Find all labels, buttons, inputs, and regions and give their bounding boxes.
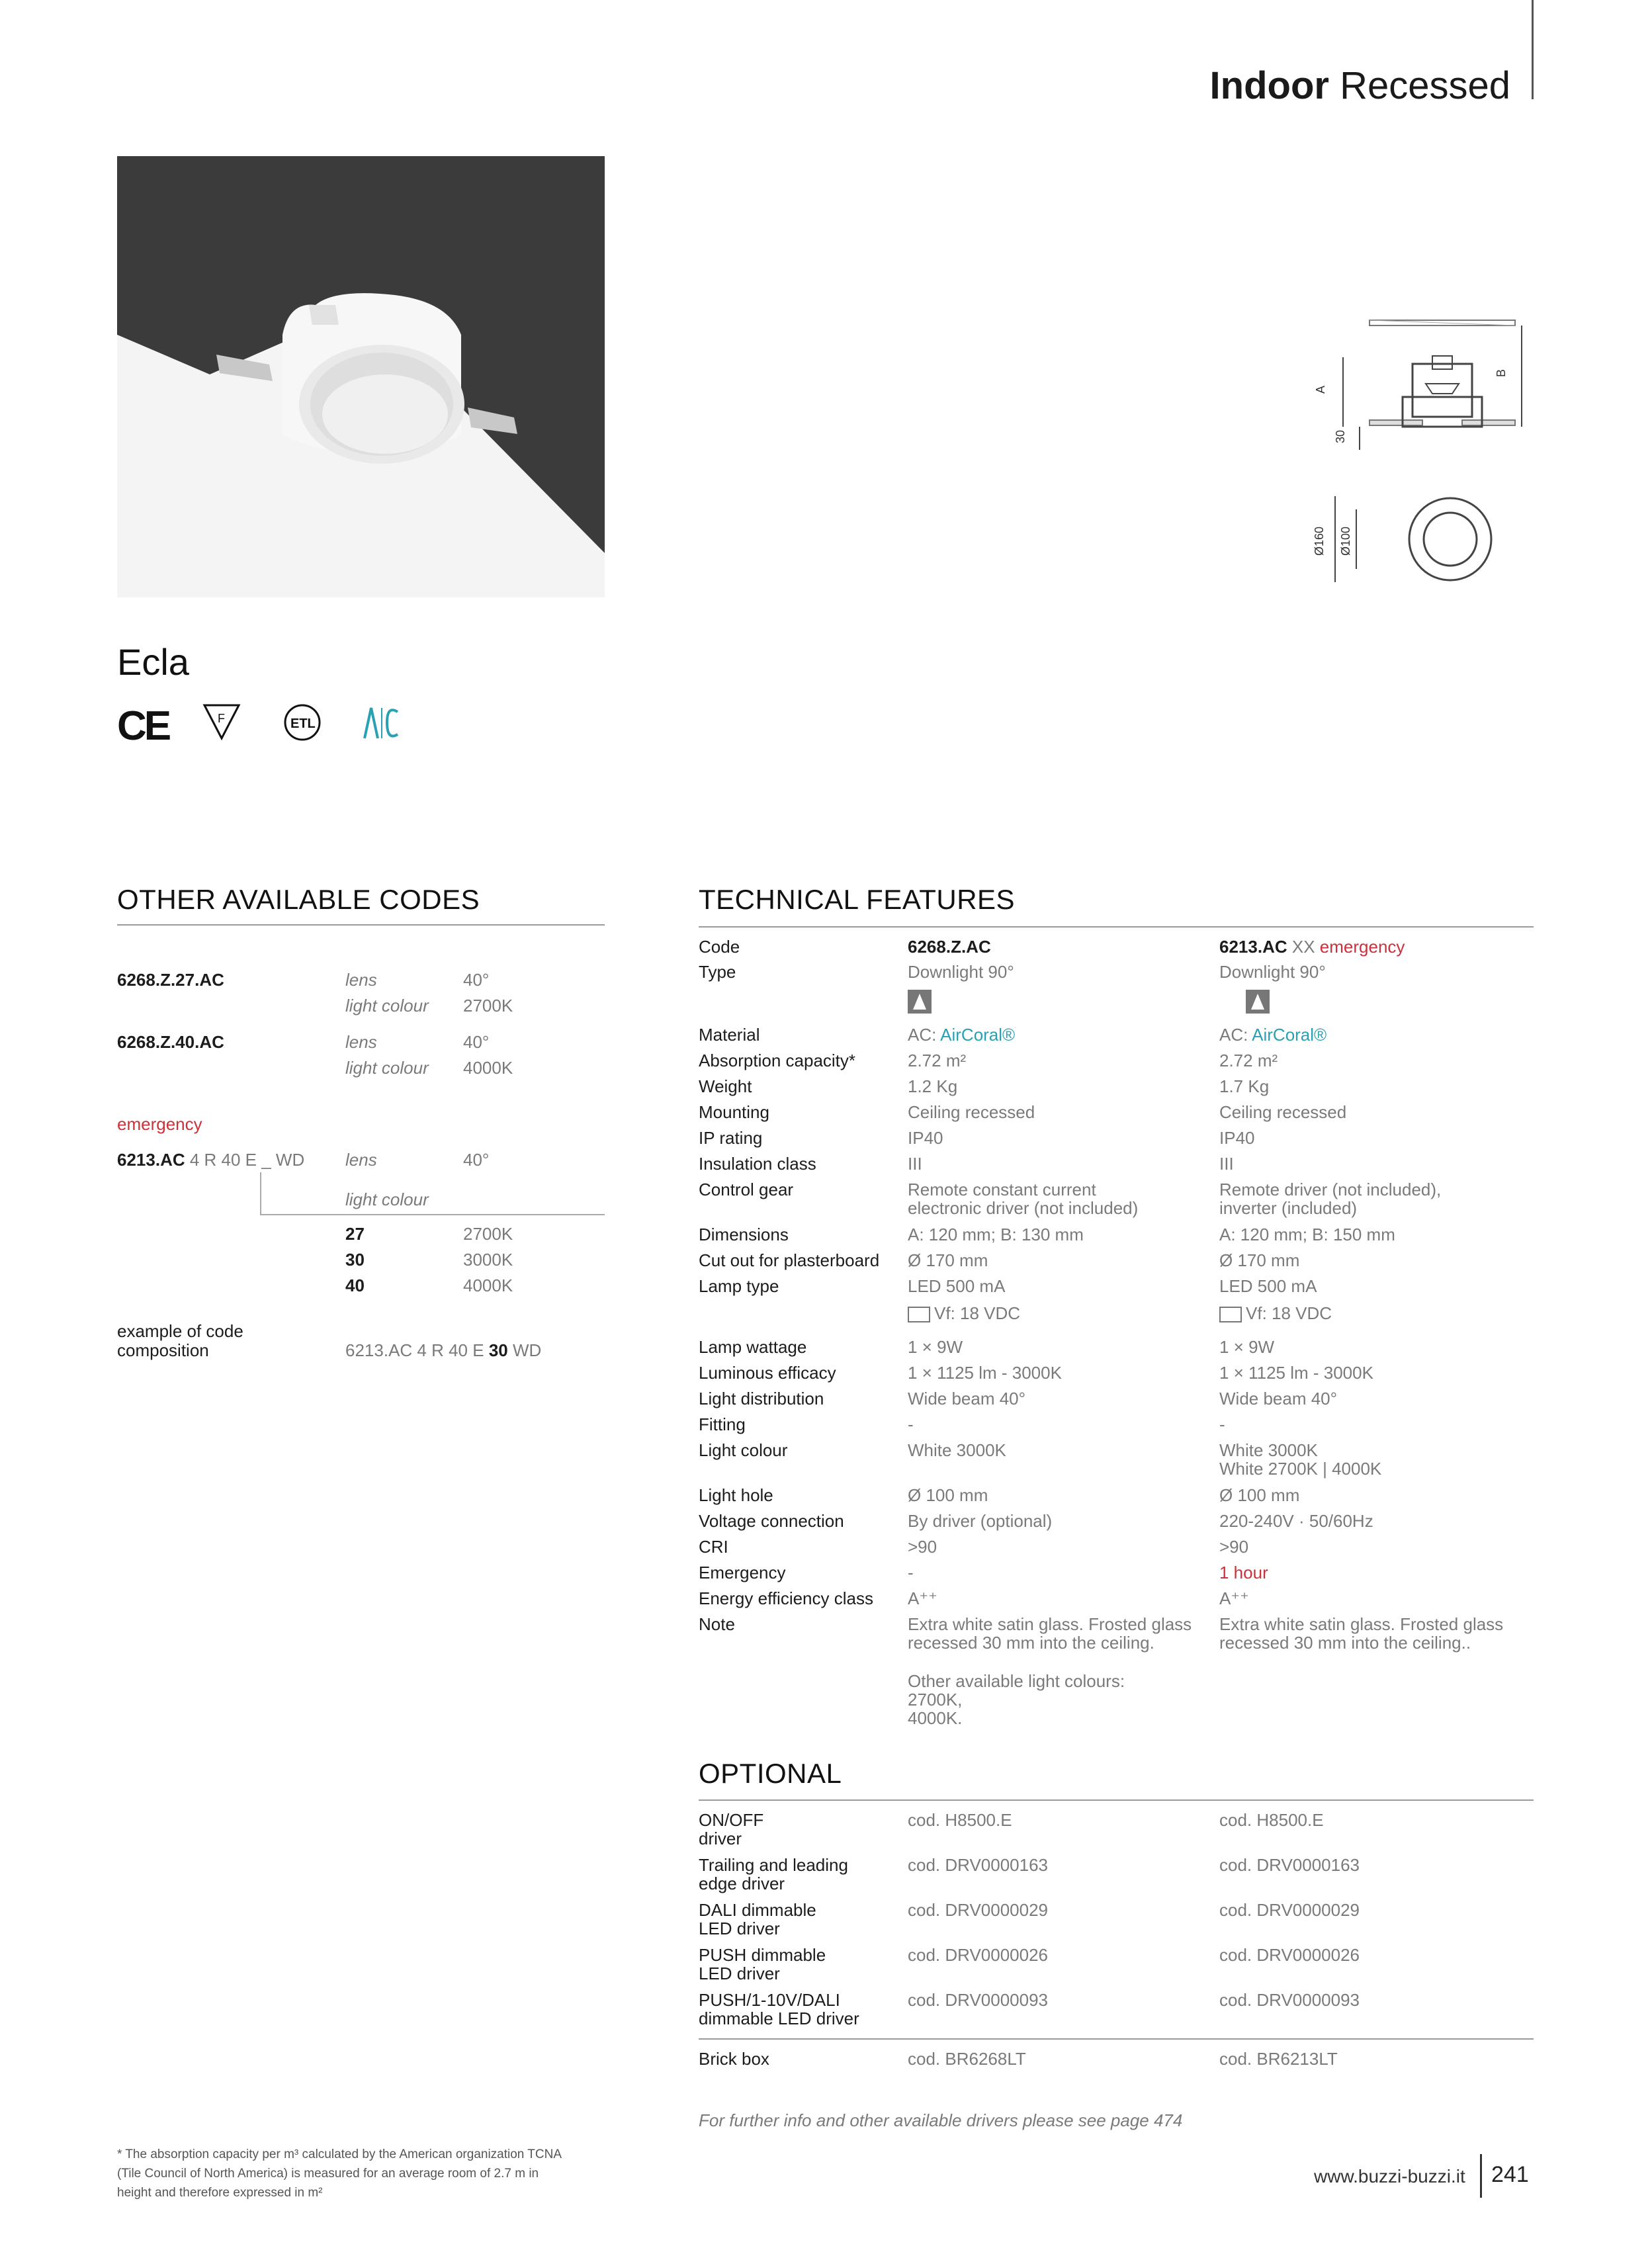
optional-c1: cod. DRV0000026 bbox=[908, 1945, 1049, 1965]
tech-row-c1: Ø 100 mm bbox=[908, 1485, 988, 1505]
code-2-colour-label: light colour bbox=[345, 1058, 429, 1078]
tech-row-c2: Ceiling recessed bbox=[1219, 1102, 1347, 1122]
tech-row-c1: III bbox=[908, 1154, 922, 1174]
optional-label-2: LED driver bbox=[699, 1919, 780, 1938]
code-1: 6268.Z.27.AC bbox=[117, 970, 224, 990]
dim-b: B bbox=[1495, 368, 1508, 377]
tech-row-c1: Wide beam 40° bbox=[908, 1389, 1026, 1408]
control-gear-label: Control gear bbox=[699, 1180, 794, 1199]
dim-d160: Ø160 bbox=[1313, 526, 1326, 556]
colour-key-27: 27 bbox=[345, 1224, 365, 1244]
control-gear-c1b: electronic driver (not included) bbox=[908, 1198, 1139, 1218]
tech-row-label: Light hole bbox=[699, 1485, 773, 1505]
tech-row-label: Cut out for plasterboard bbox=[699, 1250, 880, 1270]
brick-box-c2: cod. BR6213LT bbox=[1219, 2049, 1338, 2069]
led-driver-icon bbox=[908, 1307, 930, 1322]
colour-key-30: 30 bbox=[345, 1250, 365, 1270]
material-c1: AC: AirCoral® bbox=[908, 1025, 1016, 1045]
col2-code-em: emergency bbox=[1319, 937, 1405, 957]
tech-row-label: Dimensions bbox=[699, 1225, 789, 1244]
tech-row-c1: Ø 170 mm bbox=[908, 1250, 988, 1270]
col2-code-xx: XX bbox=[1291, 937, 1315, 957]
other-codes-title: OTHER AVAILABLE CODES bbox=[117, 884, 480, 915]
note-c2a: Extra white satin glass. Frosted glass bbox=[1219, 1614, 1504, 1634]
product-photo bbox=[117, 156, 605, 597]
page-number: 241 bbox=[1491, 2162, 1529, 2187]
led-driver-icon bbox=[1219, 1307, 1242, 1322]
example-code-a: 6213.AC 4 R 40 E bbox=[345, 1340, 484, 1360]
downlight-icon bbox=[908, 990, 932, 1014]
code-3-bracket-line bbox=[260, 1214, 605, 1215]
optional-bottom-rule bbox=[699, 2038, 1534, 2040]
optional-c2: cod. DRV0000093 bbox=[1219, 1990, 1360, 2010]
emergency-c1: - bbox=[908, 1563, 914, 1582]
tech-row-c1: IP40 bbox=[908, 1128, 943, 1148]
tech-row-c2: 1.7 Kg bbox=[1219, 1076, 1270, 1096]
tech-row-c2: Ø 100 mm bbox=[1219, 1485, 1300, 1505]
optional-c1: cod. DRV0000093 bbox=[908, 1990, 1049, 2010]
tech-row-c2: - bbox=[1219, 1414, 1225, 1434]
tech-row-label: Lamp wattage bbox=[699, 1337, 807, 1357]
tech-row-c2: 1 × 9W bbox=[1219, 1337, 1275, 1357]
type-c1: Downlight 90° bbox=[908, 962, 1014, 982]
optional-c2: cod. DRV0000026 bbox=[1219, 1945, 1360, 1965]
control-gear-c2b: inverter (included) bbox=[1219, 1198, 1358, 1218]
header-bold: Indoor bbox=[1209, 64, 1329, 107]
tech-row-c2: >90 bbox=[1219, 1537, 1249, 1557]
code-label: Code bbox=[699, 937, 740, 957]
energy-c2: A⁺⁺ bbox=[1219, 1588, 1249, 1608]
footnote bbox=[117, 2145, 562, 2202]
aircoral-mark-icon bbox=[361, 703, 400, 745]
tech-features-rule bbox=[699, 926, 1534, 928]
tech-row-c1: 1 × 9W bbox=[908, 1337, 963, 1357]
tech-row-c1: - bbox=[908, 1414, 914, 1434]
vf-c2: Vf: 18 VDC bbox=[1219, 1303, 1332, 1323]
colour-val-40: 4000K bbox=[463, 1276, 513, 1295]
ce-mark-icon: CE bbox=[117, 703, 169, 749]
light-colour-c1: White 3000K bbox=[908, 1440, 1006, 1460]
tech-row-c1: A: 120 mm; B: 130 mm bbox=[908, 1225, 1084, 1244]
tech-row-c2: A: 120 mm; B: 150 mm bbox=[1219, 1225, 1395, 1244]
colour-val-30: 3000K bbox=[463, 1250, 513, 1270]
header-light: Recessed bbox=[1340, 64, 1510, 107]
code-3-bold: 6213.AC bbox=[117, 1150, 185, 1170]
tech-row-label: Fitting bbox=[699, 1414, 746, 1434]
optional-label-1: DALI dimmable bbox=[699, 1900, 816, 1920]
example-code bbox=[345, 1340, 541, 1360]
tech-row-c1: >90 bbox=[908, 1537, 937, 1557]
tech-row-label: Lamp type bbox=[699, 1276, 779, 1296]
tech-row-label: Absorption capacity* bbox=[699, 1051, 856, 1070]
note-c1a: Extra white satin glass. Frosted glass bbox=[908, 1614, 1192, 1634]
note-label: Note bbox=[699, 1614, 735, 1634]
material-c2: AC: AirCoral® bbox=[1219, 1025, 1327, 1045]
tech-row-label: IP rating bbox=[699, 1128, 763, 1148]
energy-c1: A⁺⁺ bbox=[908, 1588, 937, 1608]
code-1-colour-label: light colour bbox=[345, 996, 429, 1016]
light-colour-c2b: White 2700K | 4000K bbox=[1219, 1459, 1382, 1479]
code-3 bbox=[117, 1150, 304, 1170]
note-c1c: Other available light colours: bbox=[908, 1671, 1125, 1691]
footnote-line-3: height and therefore expressed in m² bbox=[117, 2186, 323, 2200]
tech-row-c2: Ø 170 mm bbox=[1219, 1250, 1300, 1270]
product-name: Ecla bbox=[117, 641, 189, 683]
code-2: 6268.Z.40.AC bbox=[117, 1032, 224, 1052]
brick-box-c1: cod. BR6268LT bbox=[908, 2049, 1026, 2069]
dimension-diagram bbox=[1303, 311, 1548, 589]
downlight-icon bbox=[1246, 990, 1270, 1014]
tech-row-c2: 220-240V · 50/60Hz bbox=[1219, 1511, 1373, 1531]
code-1-lens-value: 40° bbox=[463, 970, 490, 990]
tech-row-c2: 2.72 m² bbox=[1219, 1051, 1278, 1070]
footnote-line-1: * The absorption capacity per m³ calculated by the American organization TCNA bbox=[117, 2147, 562, 2161]
optional-c2: cod. DRV0000029 bbox=[1219, 1900, 1360, 1920]
optional-rule bbox=[699, 1799, 1534, 1801]
optional-c1: cod. DRV0000163 bbox=[908, 1855, 1049, 1875]
energy-label: Energy efficiency class bbox=[699, 1588, 873, 1608]
footer-divider bbox=[1480, 2154, 1482, 2198]
tech-row-c1: 2.72 m² bbox=[908, 1051, 967, 1070]
tech-row-label: Luminous efficacy bbox=[699, 1363, 836, 1383]
tech-row-c1: LED 500 mA bbox=[908, 1276, 1006, 1296]
optional-label-1: ON/OFF bbox=[699, 1810, 764, 1830]
optional-label-2: dimmable LED driver bbox=[699, 2009, 859, 2028]
vf-c1: Vf: 18 VDC bbox=[908, 1303, 1020, 1323]
optional-c2: cod. H8500.E bbox=[1219, 1810, 1324, 1830]
header-divider bbox=[1532, 0, 1534, 99]
code-3-bracket bbox=[260, 1172, 261, 1215]
optional-label-1: Trailing and leading bbox=[699, 1855, 848, 1875]
note-c1b: recessed 30 mm into the ceiling. bbox=[908, 1633, 1154, 1653]
page-header bbox=[1210, 64, 1510, 108]
f-mark-icon bbox=[202, 703, 241, 742]
further-info-note: For further info and other available drivers please see page 474 bbox=[699, 2110, 1183, 2130]
tech-row-c1: Ceiling recessed bbox=[908, 1102, 1035, 1122]
optional-title: OPTIONAL bbox=[699, 1758, 842, 1789]
code-2-lens-value: 40° bbox=[463, 1032, 490, 1052]
dim-d100: Ø100 bbox=[1339, 526, 1352, 556]
emergency-label: Emergency bbox=[699, 1563, 786, 1582]
code-3-lens-label: lens bbox=[345, 1150, 377, 1170]
note-c2b: recessed 30 mm into the ceiling.. bbox=[1219, 1633, 1471, 1653]
etl-mark-icon bbox=[276, 703, 329, 745]
code-3-lens-value: 40° bbox=[463, 1150, 490, 1170]
tech-row-c2: 1 × 1125 lm - 3000K bbox=[1219, 1363, 1373, 1383]
brick-box-label: Brick box bbox=[699, 2049, 769, 2069]
tech-row-c2: IP40 bbox=[1219, 1128, 1255, 1148]
tech-row-label: Mounting bbox=[699, 1102, 769, 1122]
tech-row-c2: III bbox=[1219, 1154, 1234, 1174]
optional-label-1: PUSH/1-10V/DALI bbox=[699, 1990, 840, 2010]
code-3-rest: 4 R 40 E _ WD bbox=[189, 1150, 305, 1170]
svg-text:F: F bbox=[218, 712, 225, 725]
other-codes-rule bbox=[117, 924, 605, 926]
optional-label-2: driver bbox=[699, 1829, 742, 1848]
tech-row-label: Weight bbox=[699, 1076, 752, 1096]
tech-row-label: Insulation class bbox=[699, 1154, 816, 1174]
tech-row-c2: LED 500 mA bbox=[1219, 1276, 1317, 1296]
col2-code-bold: 6213.AC bbox=[1219, 937, 1287, 957]
svg-text:ETL: ETL bbox=[290, 716, 316, 731]
footnote-line-2: (Tile Council of North America) is measured for an average room of 2.7 m in bbox=[117, 2167, 539, 2181]
col2-code bbox=[1219, 937, 1405, 957]
example-label-1: example of code bbox=[117, 1321, 243, 1341]
colour-key-40: 40 bbox=[345, 1276, 365, 1295]
example-label-2: composition bbox=[117, 1340, 209, 1360]
code-2-colour-value: 4000K bbox=[463, 1058, 513, 1078]
tech-row-label: Voltage connection bbox=[699, 1511, 844, 1531]
optional-label-2: edge driver bbox=[699, 1874, 785, 1893]
example-code-c: WD bbox=[512, 1340, 542, 1360]
type-c2: Downlight 90° bbox=[1219, 962, 1326, 982]
example-code-b: 30 bbox=[488, 1340, 508, 1360]
tech-features-title: TECHNICAL FEATURES bbox=[699, 884, 1016, 915]
dim-a: A bbox=[1314, 385, 1327, 394]
code-1-colour-value: 2700K bbox=[463, 996, 513, 1016]
emergency-heading: emergency bbox=[117, 1114, 202, 1134]
code-3-colour-label: light colour bbox=[345, 1190, 429, 1209]
light-colour-label: Light colour bbox=[699, 1440, 788, 1460]
tech-row-c2: Wide beam 40° bbox=[1219, 1389, 1338, 1408]
optional-c2: cod. DRV0000163 bbox=[1219, 1855, 1360, 1875]
col1-code: 6268.Z.AC bbox=[908, 937, 991, 957]
code-2-lens-label: lens bbox=[345, 1032, 377, 1052]
optional-label-1: PUSH dimmable bbox=[699, 1945, 826, 1965]
optional-c1: cod. DRV0000029 bbox=[908, 1900, 1049, 1920]
tech-row-c1: 1 × 1125 lm - 3000K bbox=[908, 1363, 1062, 1383]
light-colour-c2a: White 3000K bbox=[1219, 1440, 1318, 1460]
type-label: Type bbox=[699, 962, 736, 982]
optional-label-2: LED driver bbox=[699, 1964, 780, 1983]
footer-url[interactable]: www.buzzi-buzzi.it bbox=[1314, 2166, 1465, 2186]
control-gear-c2a: Remote driver (not included), bbox=[1219, 1180, 1442, 1199]
tech-row-c1: By driver (optional) bbox=[908, 1511, 1053, 1531]
note-c1d: 2700K, bbox=[908, 1690, 963, 1709]
tech-row-label: CRI bbox=[699, 1537, 728, 1557]
control-gear-c1a: Remote constant current bbox=[908, 1180, 1096, 1199]
material-label: Material bbox=[699, 1025, 760, 1045]
optional-c1: cod. H8500.E bbox=[908, 1810, 1012, 1830]
emergency-c2: 1 hour bbox=[1219, 1563, 1268, 1582]
tech-row-label: Light distribution bbox=[699, 1389, 824, 1408]
tech-row-c1: 1.2 Kg bbox=[908, 1076, 958, 1096]
note-c1e: 4000K. bbox=[908, 1708, 963, 1728]
dim-30: 30 bbox=[1334, 429, 1347, 443]
colour-val-27: 2700K bbox=[463, 1224, 513, 1244]
code-1-lens-label: lens bbox=[345, 970, 377, 990]
